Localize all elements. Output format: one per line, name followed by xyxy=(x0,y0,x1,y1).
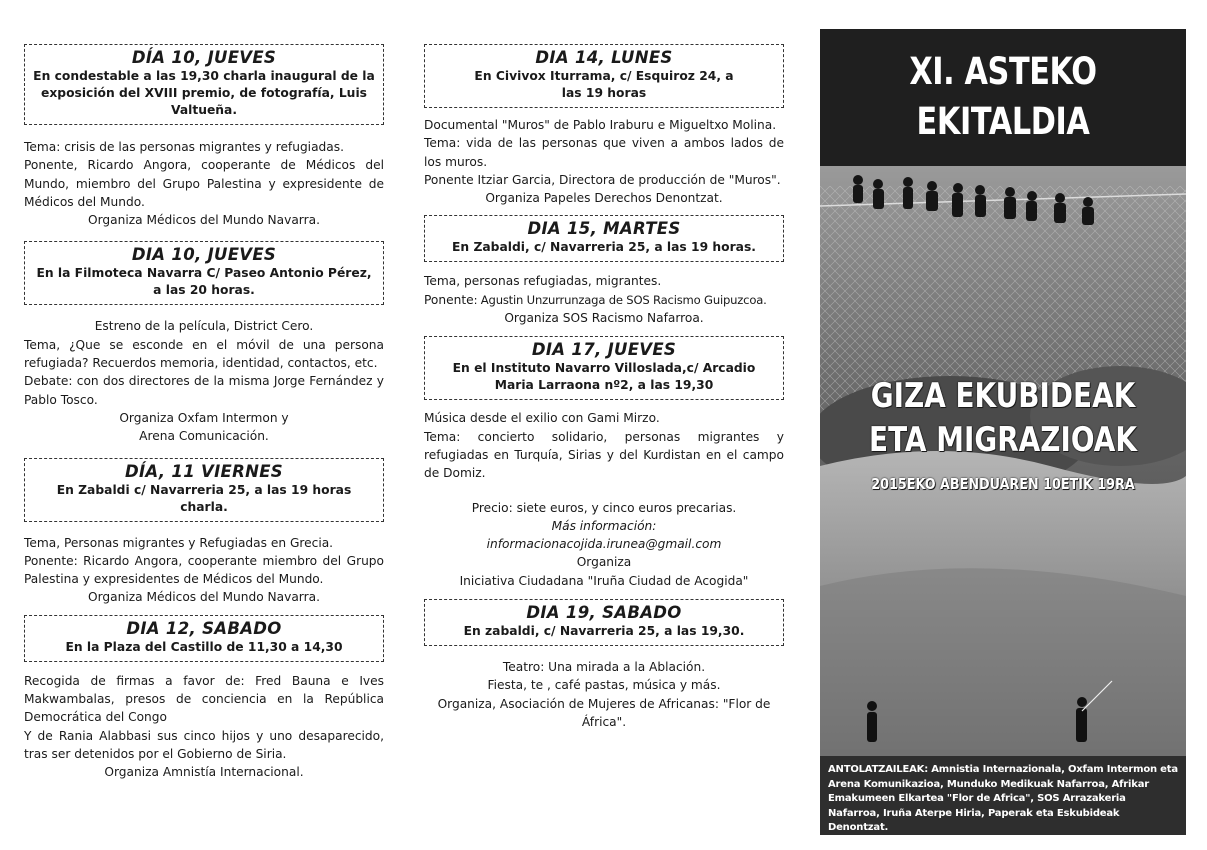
label-ponente: Ponente xyxy=(24,158,74,173)
event-day: DIA 10, JUEVES xyxy=(131,245,277,265)
organizer: Organiza Médicos del Mundo Navarra. xyxy=(88,590,320,605)
program-column-1 xyxy=(24,44,384,782)
label-debate: Debate xyxy=(24,374,69,389)
tema-text: : crisis de las personas migrantes y refugiadas. xyxy=(56,140,344,154)
label-musica: Música xyxy=(424,411,467,426)
cover-dates: 2015EKO ABENDUAREN 10ETIK 19RA xyxy=(871,475,1135,493)
label-precio: Precio xyxy=(471,500,509,515)
more-info-label: Más información: xyxy=(551,518,657,533)
recogida-text: a favor de: Fred Bauna e Ives Makwambalas, presos de conciencia en la República Democrática del Congo xyxy=(24,673,384,725)
label-tema: Tema xyxy=(424,274,457,289)
event-location: En Civivox Iturrama, c/ Esquiroz 24, a las 19 horas xyxy=(474,69,734,100)
cover-title-line-2: EKITALDIA xyxy=(916,100,1090,143)
organizer: Organiza, Asociación de Mujeres de Africanas: "Flor de África". xyxy=(437,696,771,729)
label-tema: Tema xyxy=(24,535,57,550)
event-location: En la Plaza del Castillo de 11,30 a 14,30 xyxy=(65,639,343,654)
event-header-box xyxy=(424,336,784,400)
label-tema: Tema xyxy=(24,140,57,154)
event-location: En el Instituto Navarro Villoslada,c/ Arcadio Maria Larraona nº2, a las 19,30 xyxy=(452,361,756,393)
musica-text: desde el exilio con Gami Mirzo. xyxy=(466,411,660,426)
event-day: DIA 15, MARTES xyxy=(527,219,681,239)
event-description xyxy=(424,272,784,327)
cover-title xyxy=(853,47,1153,147)
cover-subtitle-line-2: ETA MIGRAZIOAK xyxy=(869,420,1137,460)
ponente-text: : Agustin Unzurrunzaga de SOS Racismo Guipuzcoa. xyxy=(473,292,767,307)
event-description xyxy=(24,534,384,607)
event-header-box xyxy=(424,599,784,646)
tema-text: , Personas migrantes y Refugiadas en Grecia. xyxy=(56,535,334,550)
tema-text: , ¿Que se esconde en el móvil de una persona refugiada? Recuerdos memoria, identidad, contactos, etc. xyxy=(24,337,384,371)
fence-golf-photo xyxy=(820,166,1186,756)
label-tema: Tema xyxy=(24,337,57,352)
organizer: Organiza xyxy=(576,555,632,570)
event-header-box xyxy=(424,44,784,108)
event-description xyxy=(424,658,784,731)
contact-email: informacionacojida.irunea@gmail.com xyxy=(486,537,722,552)
ponente-text: , Ricardo Angora, cooperante de Médicos del Mundo, miembro del Grupo Palestina y expresidente de Médicos del Mundo. xyxy=(24,158,384,209)
party-info: Fiesta, te , café pastas, música y más. xyxy=(487,678,721,693)
event-location: En Zabaldi, c/ Navarreria 25, a las 19 horas. xyxy=(452,240,756,255)
event-header-box xyxy=(24,44,384,125)
event-description xyxy=(424,409,784,482)
program-column-2 xyxy=(424,44,784,731)
cover-subtitle-line-1: GIZA EKUBIDEAK xyxy=(870,376,1136,416)
event-day: DÍA 10, JUEVES xyxy=(131,48,277,67)
event-day: DÍA, 11 VIERNES xyxy=(125,461,283,481)
organizer: Organiza Amnistía Internacional. xyxy=(104,765,304,780)
label-ponente: Ponente xyxy=(24,553,74,568)
organizer: Organiza Papeles Derechos Denontzat. xyxy=(485,191,723,206)
organizer: Organiza Oxfam Intermon y xyxy=(119,410,289,425)
organizer: Organiza Médicos del Mundo Navarra. xyxy=(88,213,320,228)
tema-text: : vida de las personas que viven a ambos lados de los muros. xyxy=(424,136,784,169)
label-tema: Tema xyxy=(424,429,457,444)
event-description xyxy=(24,672,384,782)
event-day: DIA 19, SABADO xyxy=(526,603,682,623)
tema-text: , personas refugiadas, migrantes. xyxy=(456,274,662,289)
event-location: En zabaldi, c/ Navarreria 25, a las 19,30. xyxy=(463,624,745,639)
event-header-box xyxy=(24,458,384,522)
organizer-2: Arena Comunicación. xyxy=(139,429,269,444)
event-day: DIA 14, LUNES xyxy=(535,48,673,67)
event-description xyxy=(424,116,784,207)
label-ponente: Ponente xyxy=(424,292,474,307)
tema-text: : concierto solidario, personas migrantes y refugiadas en Turquía, Sirias y del Kurdistan en el campo de Domiz. xyxy=(424,429,784,481)
event-location: En la Filmoteca Navarra C/ Paseo Antonio Pérez, a las 20 horas. xyxy=(36,266,372,298)
event-day: DIA 17, JUEVES xyxy=(531,340,677,360)
documentary: Documental "Muros" de Pablo Iraburu e Migueltxo Molina. xyxy=(424,118,777,132)
label-ponente: Ponente xyxy=(424,172,474,187)
ticket-info xyxy=(424,499,784,590)
ponente-text: : Ricardo Angora, cooperante miembro del Grupo Palestina y expresidentes de Médicos del Mundo. xyxy=(24,553,384,587)
label-recogida: Recogida de firmas xyxy=(24,673,155,688)
event-header-box xyxy=(24,241,384,305)
film-premiere: Estreno de la película, District Cero. xyxy=(94,319,314,334)
second-petition: Y de Rania Alabbasi sus cinco hijos y uno desaparecido, tras ser detenidos por el Gobierno de Siria. xyxy=(24,728,384,761)
price-text: : siete euros, y cinco euros precarias. xyxy=(508,500,737,515)
organizer: Organiza SOS Racismo Nafarroa. xyxy=(504,311,704,326)
cover-title-band xyxy=(820,29,1186,166)
organizer-2: Iniciativa Ciudadana "Iruña Ciudad de Acogida" xyxy=(459,573,749,588)
organizers-credits: ANTOLATZAILEAK: Amnistia Internazionala, Oxfam Intermon eta Arena Komunikazioa, Munduko Medikuak Nafarroa, Afrikar Emakumeen Elkartea "Flor de Africa", SOS Arrazakeria Nafarroa, Iruña Aterpe Hiria, Paperak eta Eskubideak Denontzat. xyxy=(828,764,1178,834)
event-header-box xyxy=(24,615,384,662)
event-description xyxy=(24,138,384,229)
cover-photo xyxy=(820,166,1186,756)
event-description xyxy=(24,317,384,445)
cover-title-line-1: XI. ASTEKO xyxy=(909,50,1097,93)
debate-text: : con dos directores de la misma Jorge Fernández y Pablo Tosco. xyxy=(24,374,384,407)
event-header-box xyxy=(424,215,784,262)
label-tema: Tema xyxy=(424,136,457,151)
teatro-text: : Una mirada a la Ablación. xyxy=(540,660,706,675)
event-location: En Zabaldi c/ Navarreria 25, a las 19 horas charla. xyxy=(56,482,352,514)
event-day: DIA 12, SABADO xyxy=(126,618,282,638)
label-teatro: Teatro xyxy=(502,660,541,675)
cover-panel xyxy=(820,29,1186,835)
ponente-text: Itziar Garcia, Directora de producción de "Muros". xyxy=(473,172,781,187)
event-location: En condestable a las 19,30 charla inaugural de la exposición del XVIII premio, de fotografía, Luis Valtueña. xyxy=(33,69,375,117)
